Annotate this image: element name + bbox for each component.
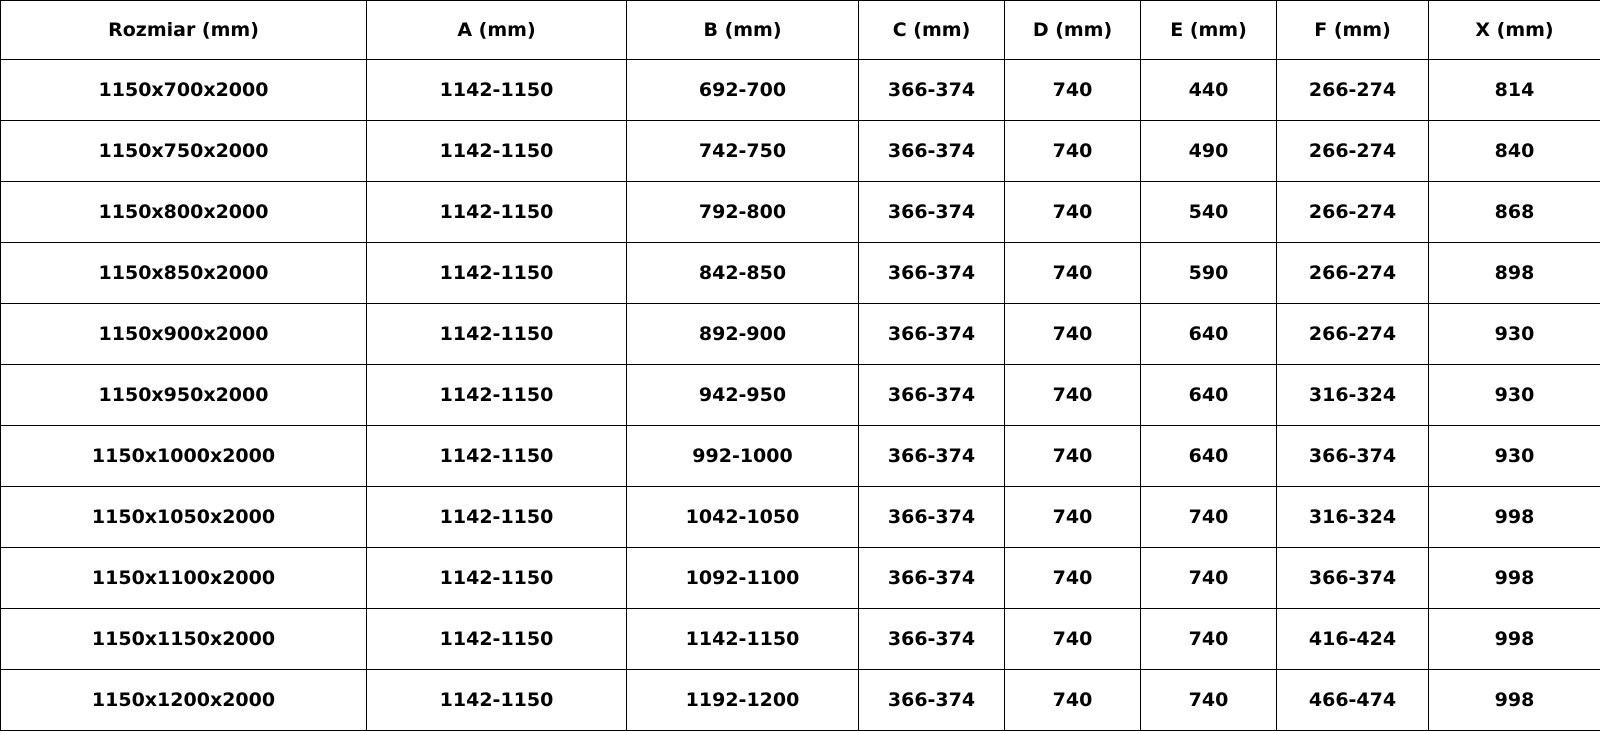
table-row	[1, 487, 1600, 548]
column-header-a: A (mm)	[367, 1, 627, 60]
cell-f: 416-424	[1277, 609, 1429, 670]
table-row	[1, 182, 1600, 243]
cell-d: 740	[1005, 548, 1141, 609]
cell-b: 992-1000	[627, 426, 859, 487]
column-header-x: X (mm)	[1429, 1, 1600, 60]
cell-c: 366-374	[859, 548, 1005, 609]
cell-e: 540	[1141, 182, 1277, 243]
table-row	[1, 365, 1600, 426]
cell-rozmiar: 1150x1200x2000	[1, 670, 367, 731]
cell-rozmiar: 1150x1150x2000	[1, 609, 367, 670]
cell-a: 1142-1150	[367, 487, 627, 548]
cell-c: 366-374	[859, 487, 1005, 548]
cell-a: 1142-1150	[367, 121, 627, 182]
table-row	[1, 426, 1600, 487]
cell-rozmiar: 1150x900x2000	[1, 304, 367, 365]
cell-c: 366-374	[859, 670, 1005, 731]
cell-a: 1142-1150	[367, 365, 627, 426]
cell-e: 640	[1141, 304, 1277, 365]
cell-e: 740	[1141, 609, 1277, 670]
cell-rozmiar: 1150x1100x2000	[1, 548, 367, 609]
column-header-c: C (mm)	[859, 1, 1005, 60]
table-row	[1, 304, 1600, 365]
cell-b: 892-900	[627, 304, 859, 365]
table-header	[1, 1, 1600, 60]
column-header-e: E (mm)	[1141, 1, 1277, 60]
cell-b: 1142-1150	[627, 609, 859, 670]
cell-d: 740	[1005, 121, 1141, 182]
cell-f: 266-274	[1277, 182, 1429, 243]
cell-f: 266-274	[1277, 304, 1429, 365]
cell-c: 366-374	[859, 60, 1005, 121]
cell-f: 316-324	[1277, 487, 1429, 548]
cell-a: 1142-1150	[367, 304, 627, 365]
cell-a: 1142-1150	[367, 60, 627, 121]
table-row	[1, 243, 1600, 304]
column-header-f: F (mm)	[1277, 1, 1429, 60]
table-row	[1, 548, 1600, 609]
cell-f: 466-474	[1277, 670, 1429, 731]
cell-x: 998	[1429, 670, 1600, 731]
cell-a: 1142-1150	[367, 426, 627, 487]
cell-b: 1192-1200	[627, 670, 859, 731]
cell-f: 266-274	[1277, 60, 1429, 121]
table-row	[1, 121, 1600, 182]
cell-b: 942-950	[627, 365, 859, 426]
cell-d: 740	[1005, 365, 1141, 426]
cell-x: 898	[1429, 243, 1600, 304]
cell-f: 366-374	[1277, 548, 1429, 609]
cell-x: 868	[1429, 182, 1600, 243]
cell-e: 440	[1141, 60, 1277, 121]
cell-a: 1142-1150	[367, 548, 627, 609]
cell-e: 640	[1141, 365, 1277, 426]
cell-e: 740	[1141, 670, 1277, 731]
cell-rozmiar: 1150x1000x2000	[1, 426, 367, 487]
column-header-b: B (mm)	[627, 1, 859, 60]
cell-x: 930	[1429, 426, 1600, 487]
cell-c: 366-374	[859, 182, 1005, 243]
cell-d: 740	[1005, 670, 1141, 731]
cell-b: 692-700	[627, 60, 859, 121]
column-header-rozmiar: Rozmiar (mm)	[1, 1, 367, 60]
cell-b: 1042-1050	[627, 487, 859, 548]
cell-a: 1142-1150	[367, 243, 627, 304]
cell-f: 366-374	[1277, 426, 1429, 487]
table-row	[1, 60, 1600, 121]
cell-b: 742-750	[627, 121, 859, 182]
cell-a: 1142-1150	[367, 670, 627, 731]
cell-x: 998	[1429, 609, 1600, 670]
cell-rozmiar: 1150x950x2000	[1, 365, 367, 426]
cell-d: 740	[1005, 182, 1141, 243]
cell-x: 930	[1429, 365, 1600, 426]
table-row	[1, 609, 1600, 670]
cell-e: 590	[1141, 243, 1277, 304]
cell-x: 814	[1429, 60, 1600, 121]
cell-rozmiar: 1150x850x2000	[1, 243, 367, 304]
cell-c: 366-374	[859, 243, 1005, 304]
cell-b: 792-800	[627, 182, 859, 243]
cell-x: 840	[1429, 121, 1600, 182]
cell-e: 640	[1141, 426, 1277, 487]
cell-d: 740	[1005, 60, 1141, 121]
column-header-d: D (mm)	[1005, 1, 1141, 60]
cell-c: 366-374	[859, 609, 1005, 670]
cell-d: 740	[1005, 426, 1141, 487]
cell-e: 740	[1141, 548, 1277, 609]
cell-rozmiar: 1150x750x2000	[1, 121, 367, 182]
cell-rozmiar: 1150x700x2000	[1, 60, 367, 121]
cell-c: 366-374	[859, 304, 1005, 365]
cell-x: 998	[1429, 487, 1600, 548]
cell-f: 316-324	[1277, 365, 1429, 426]
cell-b: 842-850	[627, 243, 859, 304]
cell-d: 740	[1005, 243, 1141, 304]
cell-a: 1142-1150	[367, 609, 627, 670]
cell-b: 1092-1100	[627, 548, 859, 609]
table-body	[1, 60, 1600, 731]
cell-e: 740	[1141, 487, 1277, 548]
cell-c: 366-374	[859, 121, 1005, 182]
cell-c: 366-374	[859, 365, 1005, 426]
cell-a: 1142-1150	[367, 182, 627, 243]
cell-f: 266-274	[1277, 243, 1429, 304]
cell-f: 266-274	[1277, 121, 1429, 182]
cell-e: 490	[1141, 121, 1277, 182]
table-header-row	[1, 1, 1600, 60]
cell-c: 366-374	[859, 426, 1005, 487]
cell-d: 740	[1005, 609, 1141, 670]
cell-x: 998	[1429, 548, 1600, 609]
cell-rozmiar: 1150x1050x2000	[1, 487, 367, 548]
cell-rozmiar: 1150x800x2000	[1, 182, 367, 243]
cell-d: 740	[1005, 304, 1141, 365]
cell-x: 930	[1429, 304, 1600, 365]
table-row	[1, 670, 1600, 731]
cell-d: 740	[1005, 487, 1141, 548]
